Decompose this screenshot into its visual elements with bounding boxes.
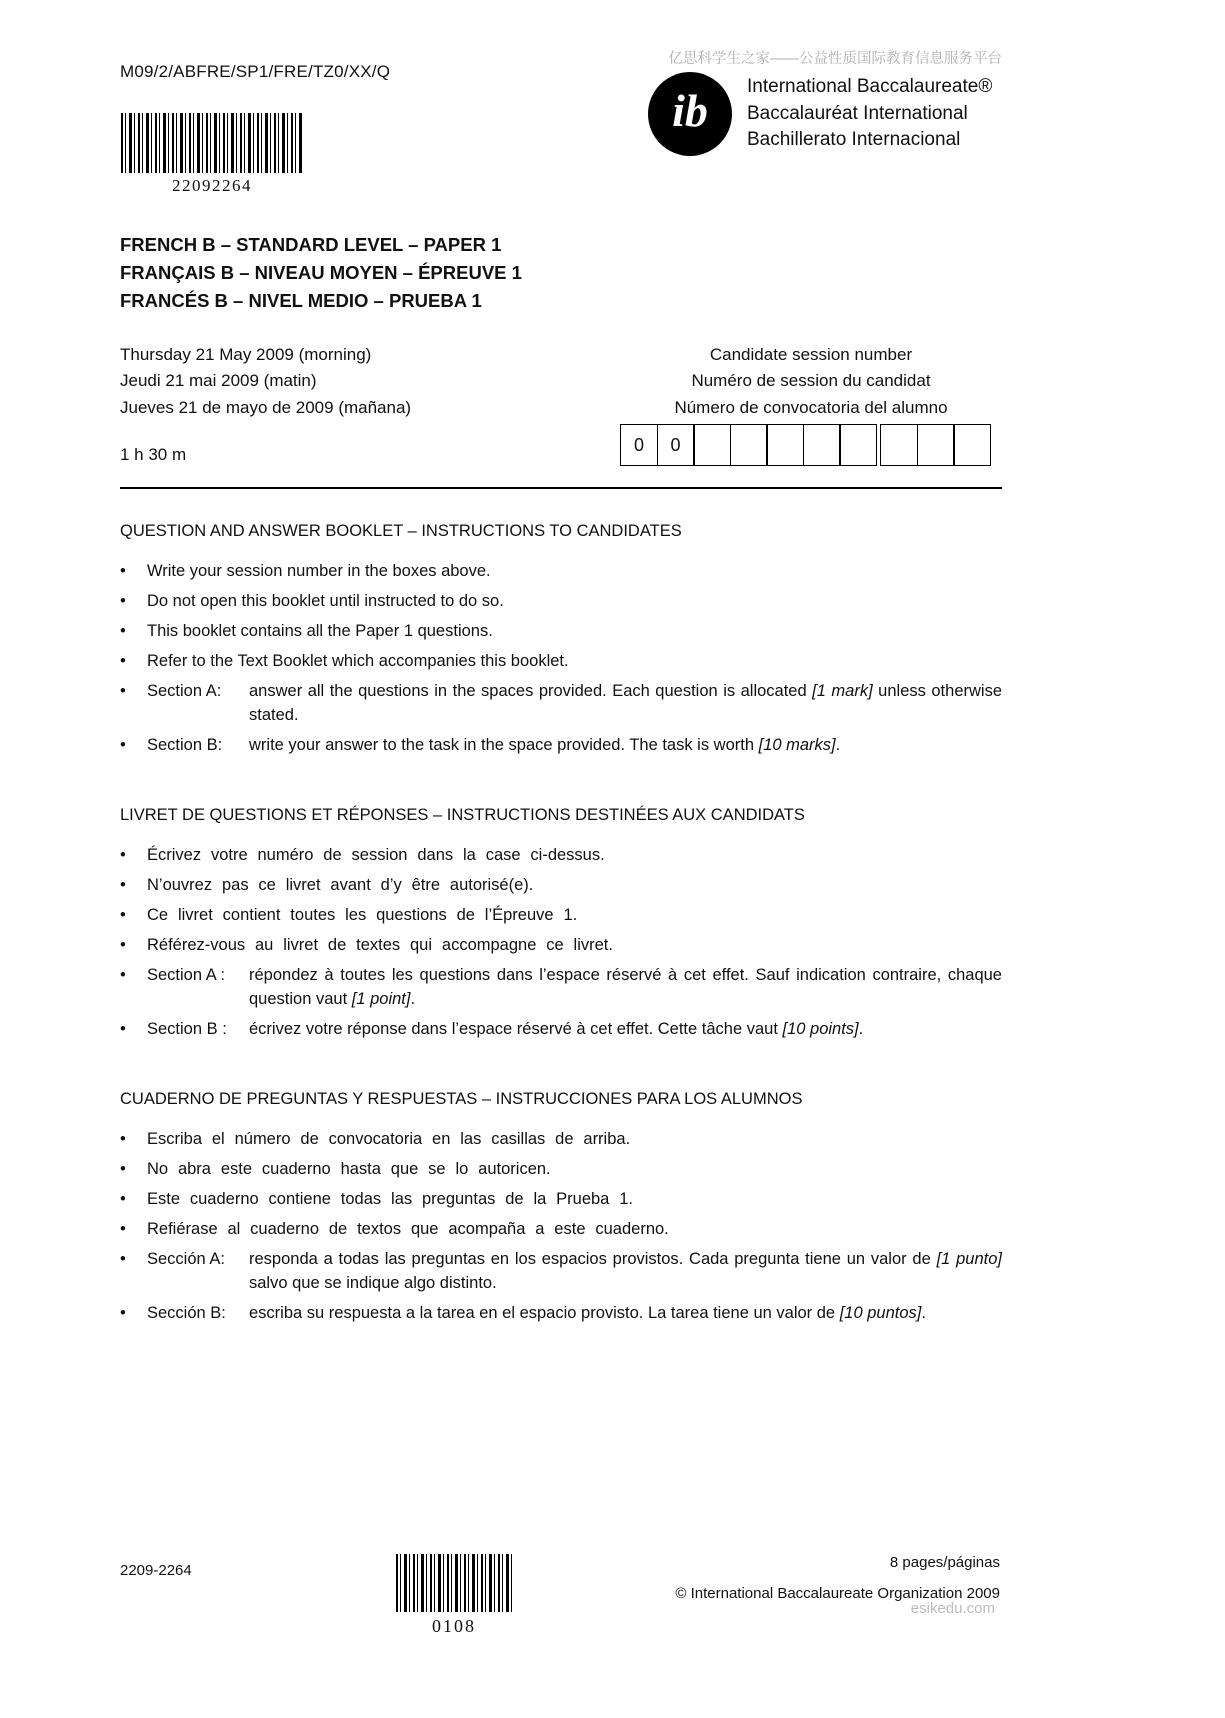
- instruction-bullet: [120, 843, 1002, 867]
- section-heading: CUADERNO DE PREGUNTAS Y RESPUESTAS – INSTRUCCIONES PARA LOS ALUMNOS: [120, 1090, 803, 1108]
- instruction-bullet: [120, 873, 1002, 897]
- org-name-fr: Baccalauréat International: [747, 102, 968, 124]
- title-line-fr: FRANÇAIS B – NIVEAU MOYEN – ÉPREUVE 1: [120, 261, 522, 283]
- session-number-cell: [880, 424, 918, 466]
- bullet-text: This booklet contains all the Paper 1 questions.: [147, 622, 493, 640]
- session-label-es: Número de convocatoria del alumno: [674, 397, 948, 417]
- bullet-text: répondez à toutes les questions dans l’espace réservé à cet effet. Sauf indication contraire, chaque question vaut [1 point].: [249, 966, 1002, 1008]
- bullet-text: write your answer to the task in the space provided. The task is worth [10 marks].: [249, 736, 841, 754]
- org-name-es: Bachillerato Internacional: [747, 129, 961, 151]
- instructions-spanish: [120, 1087, 1002, 1325]
- section-heading: QUESTION AND ANSWER BOOKLET – INSTRUCTIONS TO CANDIDATES: [120, 522, 682, 540]
- exam-title: [120, 231, 522, 314]
- ib-logo-text: ib: [672, 84, 708, 136]
- instructions-french: [120, 803, 1002, 1041]
- bullet-text: écrivez votre réponse dans l’espace réservé à cet effet. Cette tâche vaut [10 points].: [249, 1020, 864, 1038]
- bullet-text: No abra este cuaderno hasta que se lo autoricen.: [147, 1160, 551, 1178]
- instructions-english: [120, 519, 1002, 757]
- title-line-es: FRANCÉS B – NIVEL MEDIO – PRUEBA 1: [120, 289, 482, 311]
- bullet-text: Escriba el número de convocatoria en las casillas de arriba.: [147, 1130, 631, 1148]
- session-number-cell: [693, 424, 731, 466]
- title-line-en: FRENCH B – STANDARD LEVEL – PAPER 1: [120, 234, 502, 255]
- session-number-labels: [620, 342, 1002, 421]
- instruction-bullet: [120, 933, 1002, 957]
- section-label: Section B:: [147, 736, 223, 754]
- ib-header: [648, 72, 992, 156]
- section-heading: LIVRET DE QUESTIONS ET RÉPONSES – INSTRUCTIONS DESTINÉES AUX CANDIDATS: [120, 806, 805, 824]
- bullet-text: Référez-vous au livret de textes qui accompagne ce livret.: [147, 936, 613, 954]
- bullet-icon: •: [120, 562, 126, 580]
- divider-rule: [120, 487, 1002, 489]
- instruction-bullet: [120, 1157, 1002, 1181]
- barcode-bottom-number: 0108: [432, 1616, 476, 1636]
- instruction-bullet: [120, 1247, 1002, 1295]
- bullet-text: Do not open this booklet until instructed to do so.: [147, 592, 504, 610]
- instruction-bullet: [120, 559, 1002, 583]
- bullet-text: Ce livret contient toutes les questions de l’Épreuve 1.: [147, 906, 578, 924]
- bullet-text: Écrivez votre numéro de session dans la case ci-dessus.: [147, 846, 605, 864]
- section-label: Section A :: [147, 966, 225, 984]
- barcode-bottom: [396, 1554, 512, 1612]
- instruction-bullet: [120, 1187, 1002, 1211]
- exam-duration: 1 h 30 m: [120, 445, 187, 464]
- bullet-text: answer all the questions in the spaces provided. Each question is allocated [1 mark] unless otherwise stated.: [249, 682, 1002, 724]
- session-label-en: Candidate session number: [709, 345, 913, 364]
- instruction-bullet: [120, 1301, 1002, 1325]
- bullet-icon: •: [120, 1020, 126, 1038]
- ib-organization-names: [747, 74, 992, 155]
- bullet-icon: •: [120, 592, 126, 610]
- instruction-bullet: [120, 1017, 1002, 1041]
- session-number-cell: [953, 424, 991, 466]
- bullet-text: N’ouvrez pas ce livret avant d’y être autorisé(e).: [147, 876, 534, 894]
- bullet-icon: •: [120, 846, 126, 864]
- bullet-icon: •: [120, 1220, 126, 1238]
- session-number-cell: 0: [657, 424, 695, 466]
- exam-date: [120, 342, 411, 421]
- bullet-text: Este cuaderno contiene todas las preguntas de la Prueba 1.: [147, 1190, 633, 1208]
- bullet-text: Refer to the Text Booklet which accompanies this booklet.: [147, 652, 569, 670]
- instruction-bullet: [120, 679, 1002, 727]
- date-line-en: Thursday 21 May 2009 (morning): [120, 345, 372, 364]
- session-number-cell: 0: [620, 424, 658, 466]
- instructions-area: [120, 519, 1002, 1331]
- instruction-bullet: [120, 903, 1002, 927]
- session-number-cell: [839, 424, 877, 466]
- paper-code: M09/2/ABFRE/SP1/FRE/TZ0/XX/Q: [120, 62, 391, 81]
- bullet-icon: •: [120, 876, 126, 894]
- page-count: 8 pages/páginas: [889, 1554, 1000, 1571]
- instruction-bullet: [120, 619, 1002, 643]
- instruction-bullet: [120, 1217, 1002, 1241]
- bullet-icon: •: [120, 682, 126, 700]
- instruction-bullet: [120, 649, 1002, 673]
- date-line-es: Jueves 21 de mayo de 2009 (mañana): [120, 397, 412, 417]
- bullet-icon: •: [120, 622, 126, 640]
- bullet-text: Refiérase al cuaderno de textos que acompaña a este cuaderno.: [147, 1220, 669, 1238]
- section-label: Sección A:: [147, 1250, 225, 1268]
- instruction-bullet: [120, 589, 1002, 613]
- bullet-text: escriba su respuesta a la tarea en el espacio provisto. La tarea tiene un valor de [10 puntos].: [249, 1304, 926, 1322]
- instruction-bullet: [120, 1127, 1002, 1151]
- ib-logo-icon: [648, 72, 732, 156]
- bullet-icon: •: [120, 1160, 126, 1178]
- bullet-icon: •: [120, 652, 126, 670]
- barcode-top-number: 22092264: [172, 176, 252, 195]
- bullet-icon: •: [120, 736, 126, 754]
- session-number-boxes: [620, 424, 991, 466]
- bullet-icon: •: [120, 1130, 126, 1148]
- session-number-cell: [730, 424, 768, 466]
- instruction-bullet: [120, 733, 1002, 757]
- bullet-icon: •: [120, 966, 126, 984]
- copyright-notice: © International Baccalaureate Organization 2009: [675, 1585, 1000, 1602]
- footer-paper-code: 2209-2264: [120, 1562, 192, 1579]
- bullet-icon: •: [120, 1190, 126, 1208]
- session-number-cell: [917, 424, 955, 466]
- barcode-top: [121, 113, 303, 173]
- bullet-text: Write your session number in the boxes above.: [147, 562, 491, 580]
- section-label: Section B :: [147, 1020, 227, 1038]
- bullet-text: responda a todas las preguntas en los espacios provistos. Cada pregunta tiene un valor de [1 punto] salvo que se indique algo distinto.: [249, 1250, 1002, 1292]
- session-label-fr: Numéro de session du candidat: [691, 371, 931, 391]
- instruction-bullet: [120, 963, 1002, 1011]
- bullet-icon: •: [120, 1250, 126, 1268]
- site-watermark-top: 亿思科学生之家——公益性质国际教育信息服务平台: [668, 51, 1002, 67]
- bullet-icon: •: [120, 906, 126, 924]
- date-line-fr: Jeudi 21 mai 2009 (matin): [120, 371, 317, 391]
- session-number-cell: [803, 424, 841, 466]
- session-number-cell: [766, 424, 804, 466]
- section-label: Section A:: [147, 682, 222, 700]
- bullet-icon: •: [120, 936, 126, 954]
- site-watermark-bottom: esikedu.com: [910, 1600, 995, 1617]
- bullet-icon: •: [120, 1304, 126, 1322]
- section-label: Sección B:: [147, 1304, 226, 1322]
- org-name-en: International Baccalaureate®: [747, 75, 993, 97]
